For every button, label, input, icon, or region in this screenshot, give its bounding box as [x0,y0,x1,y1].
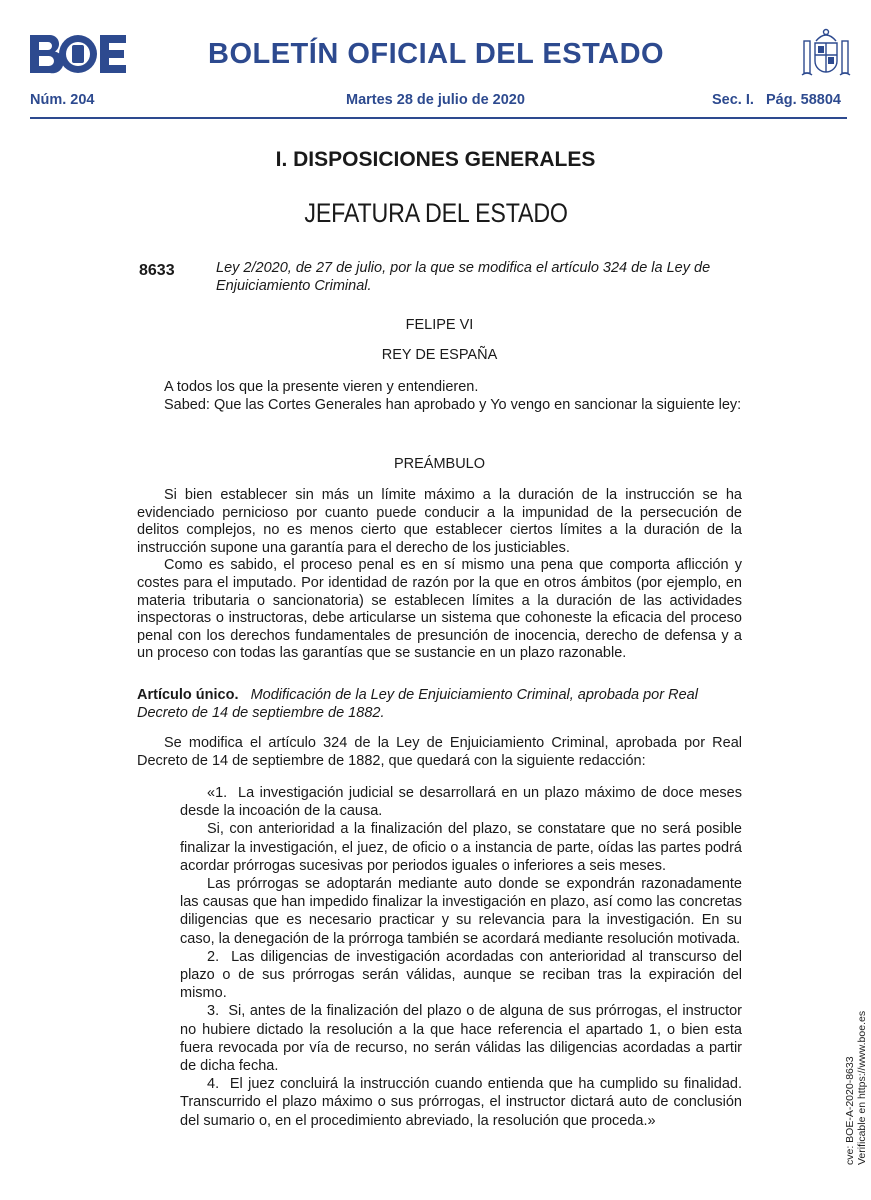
side-verification-note [844,1011,868,1165]
gazette-title: BOLETÍN OFICIAL DEL ESTADO [208,38,665,70]
section-title: I. DISPOSICIONES GENERALES [275,148,596,171]
king-name: FELIPE VI [405,317,474,333]
boe-logo-icon [30,33,126,75]
header-rule [30,117,847,119]
article-intro [137,734,742,770]
king-title: REY DE ESPAÑA [381,347,498,363]
quote-paragraph: Si, con anterioridad a la finalización del plazo, se constatare que no será posible finalizar la investigación, el juez, de oficio o a instancia de parte, oídas las partes podrá acordar prórrogas sucesivas por periodos iguales o inferiores a seis meses. [180,821,742,874]
quote-paragraph: 2. Las diligencias de investigación acordadas con anterioridad al transcurso del plazo o de sus prórrogas serán válidas, aunque se reciban tras la expiración del mismo. [180,948,747,1002]
article-title: Modificación de la Ley de Enjuiciamiento Criminal, aprobada por Real Decreto de 14 de septiembre de 1882. [137,687,698,721]
section-page: Sec. I. Pág. 58804 [712,92,841,108]
disposition-summary: Ley 2/2020, de 27 de julio, por la que se modifica el artículo 324 de la Ley de Enjuiciamiento Criminal. [216,260,711,294]
quote-paragraph: «1. La investigación judicial se desarrollará en un plazo máximo de doce meses desde la incoación de la causa. [180,785,747,820]
quote-paragraph: 4. El juez concluirá la instrucción cuando entienda que ha cumplido su finalidad. Transcurrido el plazo máximo o sus prórrogas, el instructor dictará auto de conclusión del sumario o, en el procedimiento abreviado, la resolución que proceda.» [180,1076,747,1129]
preamble-title: PREÁMBULO [393,456,486,472]
preamble-paragraph: Como es sabido, el proceso penal es en sí mismo una pena que comporta aflicción y costes para el imputado. Por identidad de razón por la que en otros ámbitos (por ejemplo, en materia tributaria o sancionatoria) se establecen límites a la duración de las actividades inspectoras o instructoras, debe articularse un sistema que cohoneste la eficacia del proceso penal con los derechos fundamentales de presunción de inocencia, derecho de defensa y a un proceso con todas las garantías que se sustancie en un plazo razonable. [137,557,742,662]
coat-of-arms-icon [801,27,851,81]
quote-paragraph: Las prórrogas se adoptarán mediante auto donde se expondrán razonadamente las causas que han impedido finalizar la investigación en plazo, así como las concretas diligencias que es necesario practicar y su relevancia para la investigación. En su caso, la denegación de la prórroga también se acordará mediante resolución motivada. [180,876,742,947]
department-title: JEFATURA DEL ESTADO [304,198,568,228]
boe-logo [30,33,126,75]
article-heading [137,686,742,722]
promulgation-paragraph: Sabed: Que las Cortes Generales han aprobado y Yo vengo en sancionar la siguiente ley: [164,396,742,413]
promulgation [137,379,742,414]
article-label: Artículo único. [137,687,239,703]
issue-date: Martes 28 de julio de 2020 [346,92,525,108]
disposition-number: 8633 [139,262,175,279]
preamble-paragraph: Si bien establecer sin más un límite máximo a la duración de la instrucción se ha evidenciado pernicioso por cuanto puede conducir a la impunidad de la persecución de delitos complejos, no es menos cierto que establecer ciertos límites a la duración de la instrucción supone una garantía para el derecho de los justiciables. [137,487,742,556]
quote-paragraph: 3. Si, antes de la finalización del plazo o de alguna de sus prórrogas, el instructor no hubiere dictado la resolución a la que hace referencia el apartado 1, o bien esta fuera revocada por vía de recurso, no serán válidas las diligencias acordadas a partir de dicha fecha. [180,1003,747,1075]
article-intro-paragraph: Se modifica el artículo 324 de la Ley de Enjuiciamiento Criminal, aprobada por Real Decreto de 14 de septiembre de 1882, que quedará con la siguiente redacción: [137,735,742,769]
cve-code: cve: BOE-A-2020-8633 [844,1056,856,1165]
preamble-text [137,487,742,663]
promulgation-paragraph: A todos los que la presente vieren y entendieren. [164,379,479,395]
verification-url: Verificable en https://www.boe.es [856,1010,868,1165]
issue-number: Núm. 204 [30,92,95,108]
article-quote [180,784,747,1130]
